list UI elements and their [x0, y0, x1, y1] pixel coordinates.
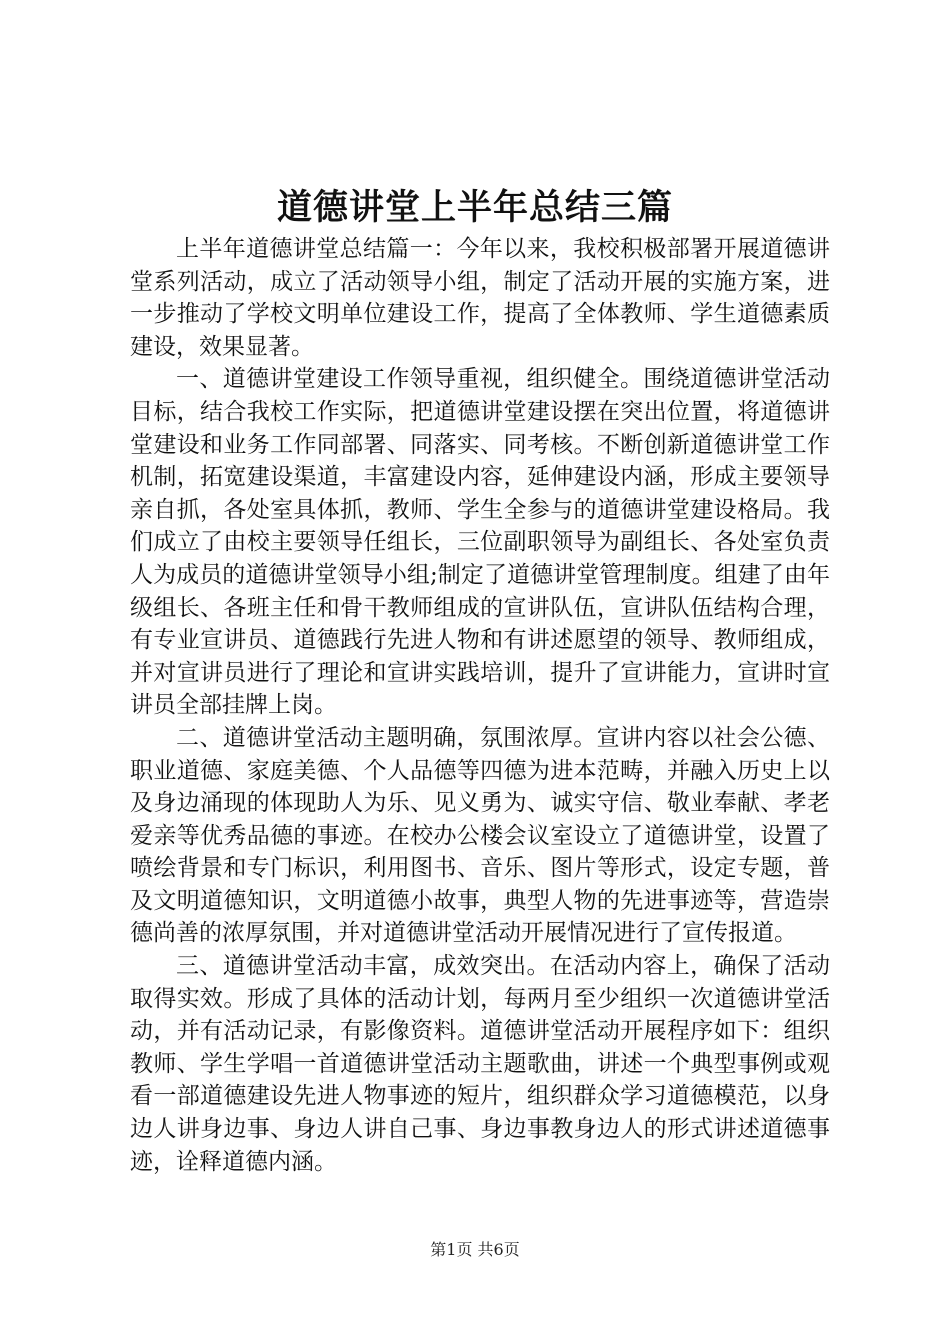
page-number-footer: 第1页 共6页	[430, 1240, 520, 1259]
document-title: 道德讲堂上半年总结三篇	[276, 187, 673, 228]
paragraph-section-2: 二、道德讲堂活动主题明确，氛围浓厚。宣讲内容以社会公德、职业道德、家庭美德、个人品德等四德为进本范畴，并融入历史上以及身边涌现的体现助人为乐、见义勇为、诚实守信、敬业奉献、孝老爱亲等优秀品德的事迹。在校办公楼会议室设立了道德讲堂，设置了喷绘背景和专门标识，利用图书、音乐、图片等形式，设定专题，普及文明道德知识，文明道德小故事，典型人物的先进事迹等，营造崇德尚善的浓厚氛围，并对道德讲堂活动开展情况进行了宣传报道。	[130, 724, 830, 947]
paragraph-section-1: 一、道德讲堂建设工作领导重视，组织健全。围绕道德讲堂活动目标，结合我校工作实际，把道德讲堂建设摆在突出位置，将道德讲堂建设和业务工作同部署、同落实、同考核。不断创新道德讲堂工作机制，拓宽建设渠道，丰富建设内容，延伸建设内涵，形成主要领导亲自抓，各处室具体抓，教师、学生全参与的道德讲堂建设格局。我们成立了由校主要领导任组长，三位副职领导为副组长、各处室负责人为成员的道德讲堂领导小组;制定了道德讲堂管理制度。组建了由年级组长、各班主任和骨干教师组成的宣讲队伍，宣讲队伍结构合理，有专业宣讲员、道德践行先进人物和有讲述愿望的领导、教师组成，并对宣讲员进行了理论和宣讲实践培训，提升了宣讲能力，宣讲时宣讲员全部挂牌上岗。	[130, 366, 830, 719]
paragraph-intro: 上半年道德讲堂总结篇一：今年以来，我校积极部署开展道德讲堂系列活动，成立了活动领导小组，制定了活动开展的实施方案，进一步推动了学校文明单位建设工作，提高了全体教师、学生道德素质建设，效果显著。	[130, 236, 830, 360]
paragraph-section-3: 三、道德讲堂活动丰富，成效突出。在活动内容上，确保了活动取得实效。形成了具体的活动计划，每两月至少组织一次道德讲堂活动，并有活动记录，有影像资料。道德讲堂活动开展程序如下：组织教师、学生学唱一首道德讲堂活动主题歌曲，讲述一个典型事例或观看一部道德建设先进人物事迹的短片，组织群众学习道德模范，以身边人讲身边事、身边人讲自己事、身边事教身边人的形式讲述道德事迹，诠释道德内涵。	[130, 953, 830, 1175]
document-body	[130, 233, 830, 1178]
